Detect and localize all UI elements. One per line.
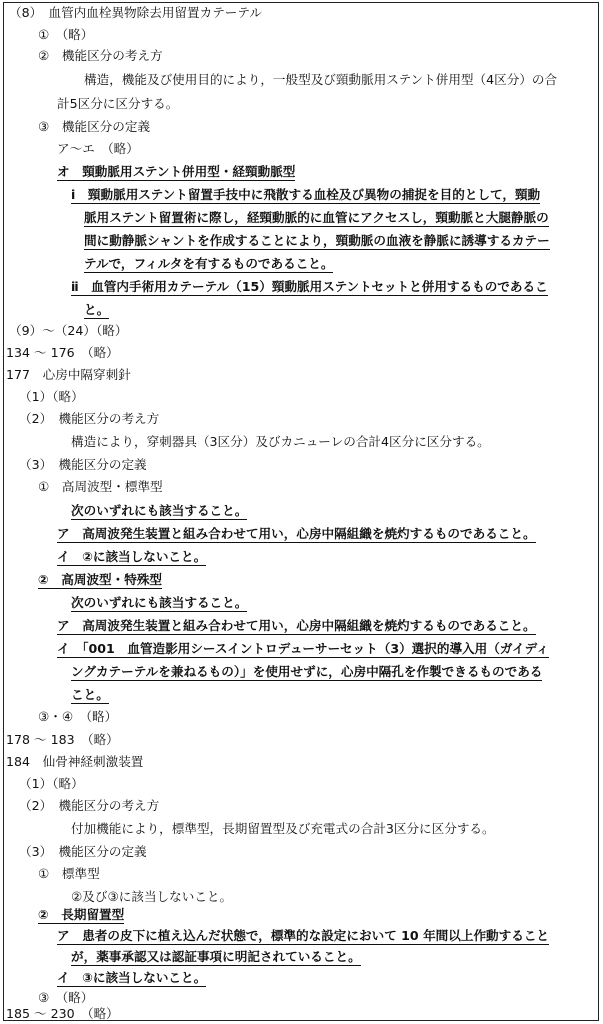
- item-1-heading: ① 高周波型・標準型: [38, 479, 163, 494]
- sub-2-heading: （2） 機能区分の考え方: [19, 411, 160, 426]
- body-text: 構造により，穿刺器具（3区分）及びカニューレの合計4区分に区分する。: [71, 434, 490, 449]
- sub-3-heading: （3） 機能区分の定義: [19, 844, 147, 859]
- sub-2-heading: （2） 機能区分の考え方: [19, 798, 160, 813]
- section-177-heading: 177 心房中隔穿刺針: [6, 367, 131, 382]
- amended-text: テルで，フィルタを有するものであること。: [84, 256, 334, 271]
- body-text: 構造，機能及び使用目的により，一般型及び頸動脈用ステント併用型（4区分）の合: [84, 72, 558, 87]
- amended-text: 次のいずれにも該当すること。: [71, 503, 248, 518]
- item-omitted: ③ （略）: [38, 990, 94, 1005]
- section-8-heading: （8） 血管内血栓異物除去用留置カテーテル: [9, 5, 262, 20]
- amended-text: と。: [84, 302, 110, 317]
- amended-text: イ ②に該当しないこと。: [57, 549, 207, 564]
- range-omitted: 134 ～ 176 （略）: [6, 345, 119, 360]
- sub-1-omitted: （1）（略）: [19, 776, 84, 791]
- amended-text: ア 高周波発生装置と組み合わせて用い，心房中隔組織を焼灼するものであること。: [57, 618, 536, 633]
- amended-heading: ② 高周波型・特殊型: [38, 572, 163, 587]
- amended-text: こと。: [71, 687, 109, 702]
- item-1-heading: ① 標準型: [38, 866, 100, 881]
- amended-text: が，薬事承認又は認証事項に明記されていること。: [71, 949, 361, 964]
- body-text: ②及び③に該当しないこと。: [71, 889, 233, 904]
- amended-heading: ② 長期留置型: [38, 907, 125, 922]
- amended-text: 脈用ステント留置術に際し，経頸動脈的に血管にアクセスし，頸動脈と大腿静脈の: [84, 210, 549, 225]
- item-1-omitted: ① （略）: [38, 27, 94, 42]
- item-omitted: ③・④ （略）: [38, 709, 118, 724]
- section-184-heading: 184 仙骨神経刺激装置: [6, 754, 144, 769]
- item-2-heading: ② 機能区分の考え方: [38, 48, 163, 63]
- body-text: 計5区分に区分する。: [57, 96, 179, 111]
- amended-heading-o: オ 頸動脈用ステント併用型・経頸動脈型: [57, 164, 296, 179]
- range-omitted: 178 ～ 183 （略）: [6, 732, 119, 747]
- amended-text: ア 高周波発生装置と組み合わせて用い，心房中隔組織を焼灼するものであること。: [57, 526, 536, 541]
- range-omitted: 185 ～ 230 （略）: [6, 1006, 119, 1021]
- amended-text: イ 「001 血管造影用シースイントロデューサーセット（3）選択的導入用（ガイディ: [57, 641, 549, 656]
- amended-text: 次のいずれにも該当すること。: [71, 595, 248, 610]
- amended-text: ⅱ 血管内手術用カテーテル（15）頸動脈用ステントセットと併用するものであるこ: [71, 279, 548, 294]
- body-text: 付加機能により，標準型，長期留置型及び充電式の合計3区分に区分する。: [71, 821, 495, 836]
- body-text: ア～エ （略）: [57, 141, 139, 156]
- amended-text: ングカテーテルを兼ねるもの）」を使用せずに，心房中隔孔を作製できるものである: [71, 664, 543, 679]
- sub-1-omitted: （1）（略）: [19, 389, 84, 404]
- amended-text: 間に動静脈シャントを作成することにより，頸動脈の血液を静脈に誘導するカテー: [84, 233, 550, 248]
- amended-text: ア 患者の皮下に植え込んだ状態で，標準的な設定において 10 年間以上作動すること: [57, 928, 550, 943]
- sub-3-heading: （3） 機能区分の定義: [19, 457, 147, 472]
- amended-text: ⅰ 頸動脈用ステント留置手技中に飛散する血栓及び異物の捕捉を目的として，頸動: [71, 187, 541, 202]
- item-3-heading: ③ 機能区分の定義: [38, 119, 151, 134]
- range-omitted: （9）～（24）（略）: [9, 323, 128, 338]
- amended-text: イ ③に該当しないこと。: [57, 970, 207, 985]
